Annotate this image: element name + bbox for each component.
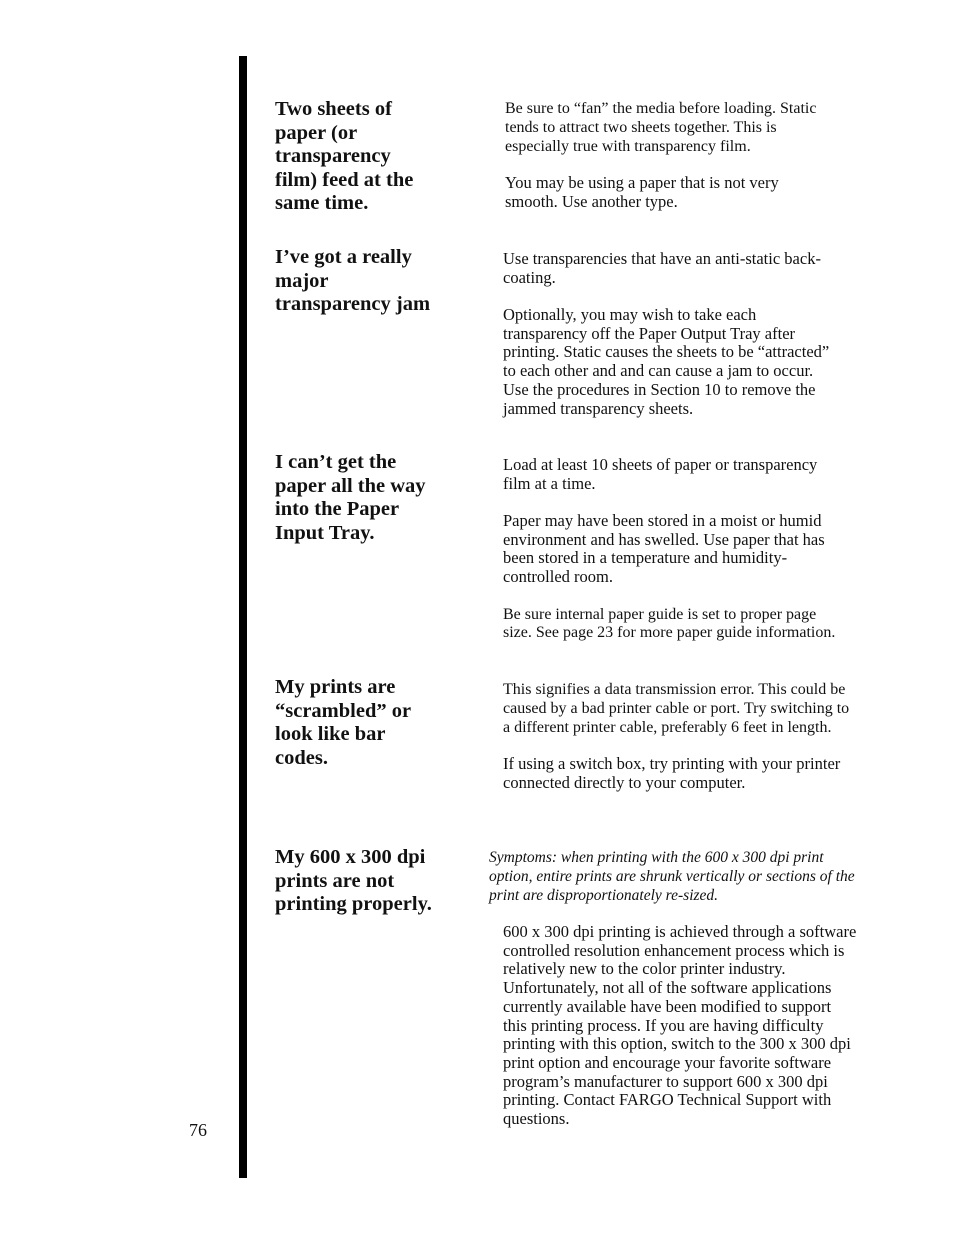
problem-heading: My 600 x 300 dpi prints are not printing properly. <box>275 846 432 915</box>
solution-paragraph: Be sure to “fan” the media before loading. Static tends to attract two sheets together. This is especially true with transparency film. <box>505 100 817 155</box>
problem-heading: I can’t get the paper all the way into the Paper Input Tray. <box>275 451 426 544</box>
solution-paragraph: This signifies a data transmission error. This could be caused by a bad printer cable or port. Try switching to a different printer cable, preferably 6 feet in length. <box>503 681 850 736</box>
problem-heading: I’ve got a really major transparency jam <box>275 246 431 315</box>
solution-paragraph: Optionally, you may wish to take each transparency off the Paper Output Tray after printing. Static causes the sheets to be “attracted” to each other and and can cause a jam to occur. Use the procedures in Section 10 to remove the jammed transparency sheets. <box>503 305 830 418</box>
problem-heading: Two sheets of paper (or transparency film) feed at the same time. <box>275 98 414 214</box>
margin-rule <box>239 56 247 1178</box>
page-number: 76 <box>189 1120 207 1140</box>
problem-heading: My prints are “scrambled” or look like bar codes. <box>275 676 412 769</box>
solution-paragraph: 600 x 300 dpi printing is achieved through a software controlled resolution enhancement process which is relatively new to the color printer industry. Unfortunately, not all of the software applications currently available have been modified to support this printing process. If you are having difficulty printing with this option, switch to the 300 x 300 dpi print option and encourage your favorite software program’s manufacturer to support 600 x 300 dpi printing. Contact FARGO Technical Support with questions. <box>503 922 857 1129</box>
solution-paragraph: Paper may have been stored in a moist or humid environment and has swelled. Use paper that has been stored in a temperature and humidity- controlled room. <box>503 511 825 587</box>
solution-paragraph: Be sure internal paper guide is set to proper page size. See page 23 for more paper guide information. <box>503 606 836 641</box>
solution-paragraph: If using a switch box, try printing with your printer connected directly to your computer. <box>503 754 841 792</box>
solution-paragraph: Use transparencies that have an anti-static back- coating. <box>503 249 821 287</box>
solution-paragraph: You may be using a paper that is not very smooth. Use another type. <box>505 173 779 211</box>
solution-paragraph: Load at least 10 sheets of paper or transparency film at a time. <box>503 455 818 493</box>
symptoms-note: Symptoms: when printing with the 600 x 300 dpi print option, entire prints are shrunk vertically or sections of the print are disproportionately re-sized. <box>489 849 855 904</box>
